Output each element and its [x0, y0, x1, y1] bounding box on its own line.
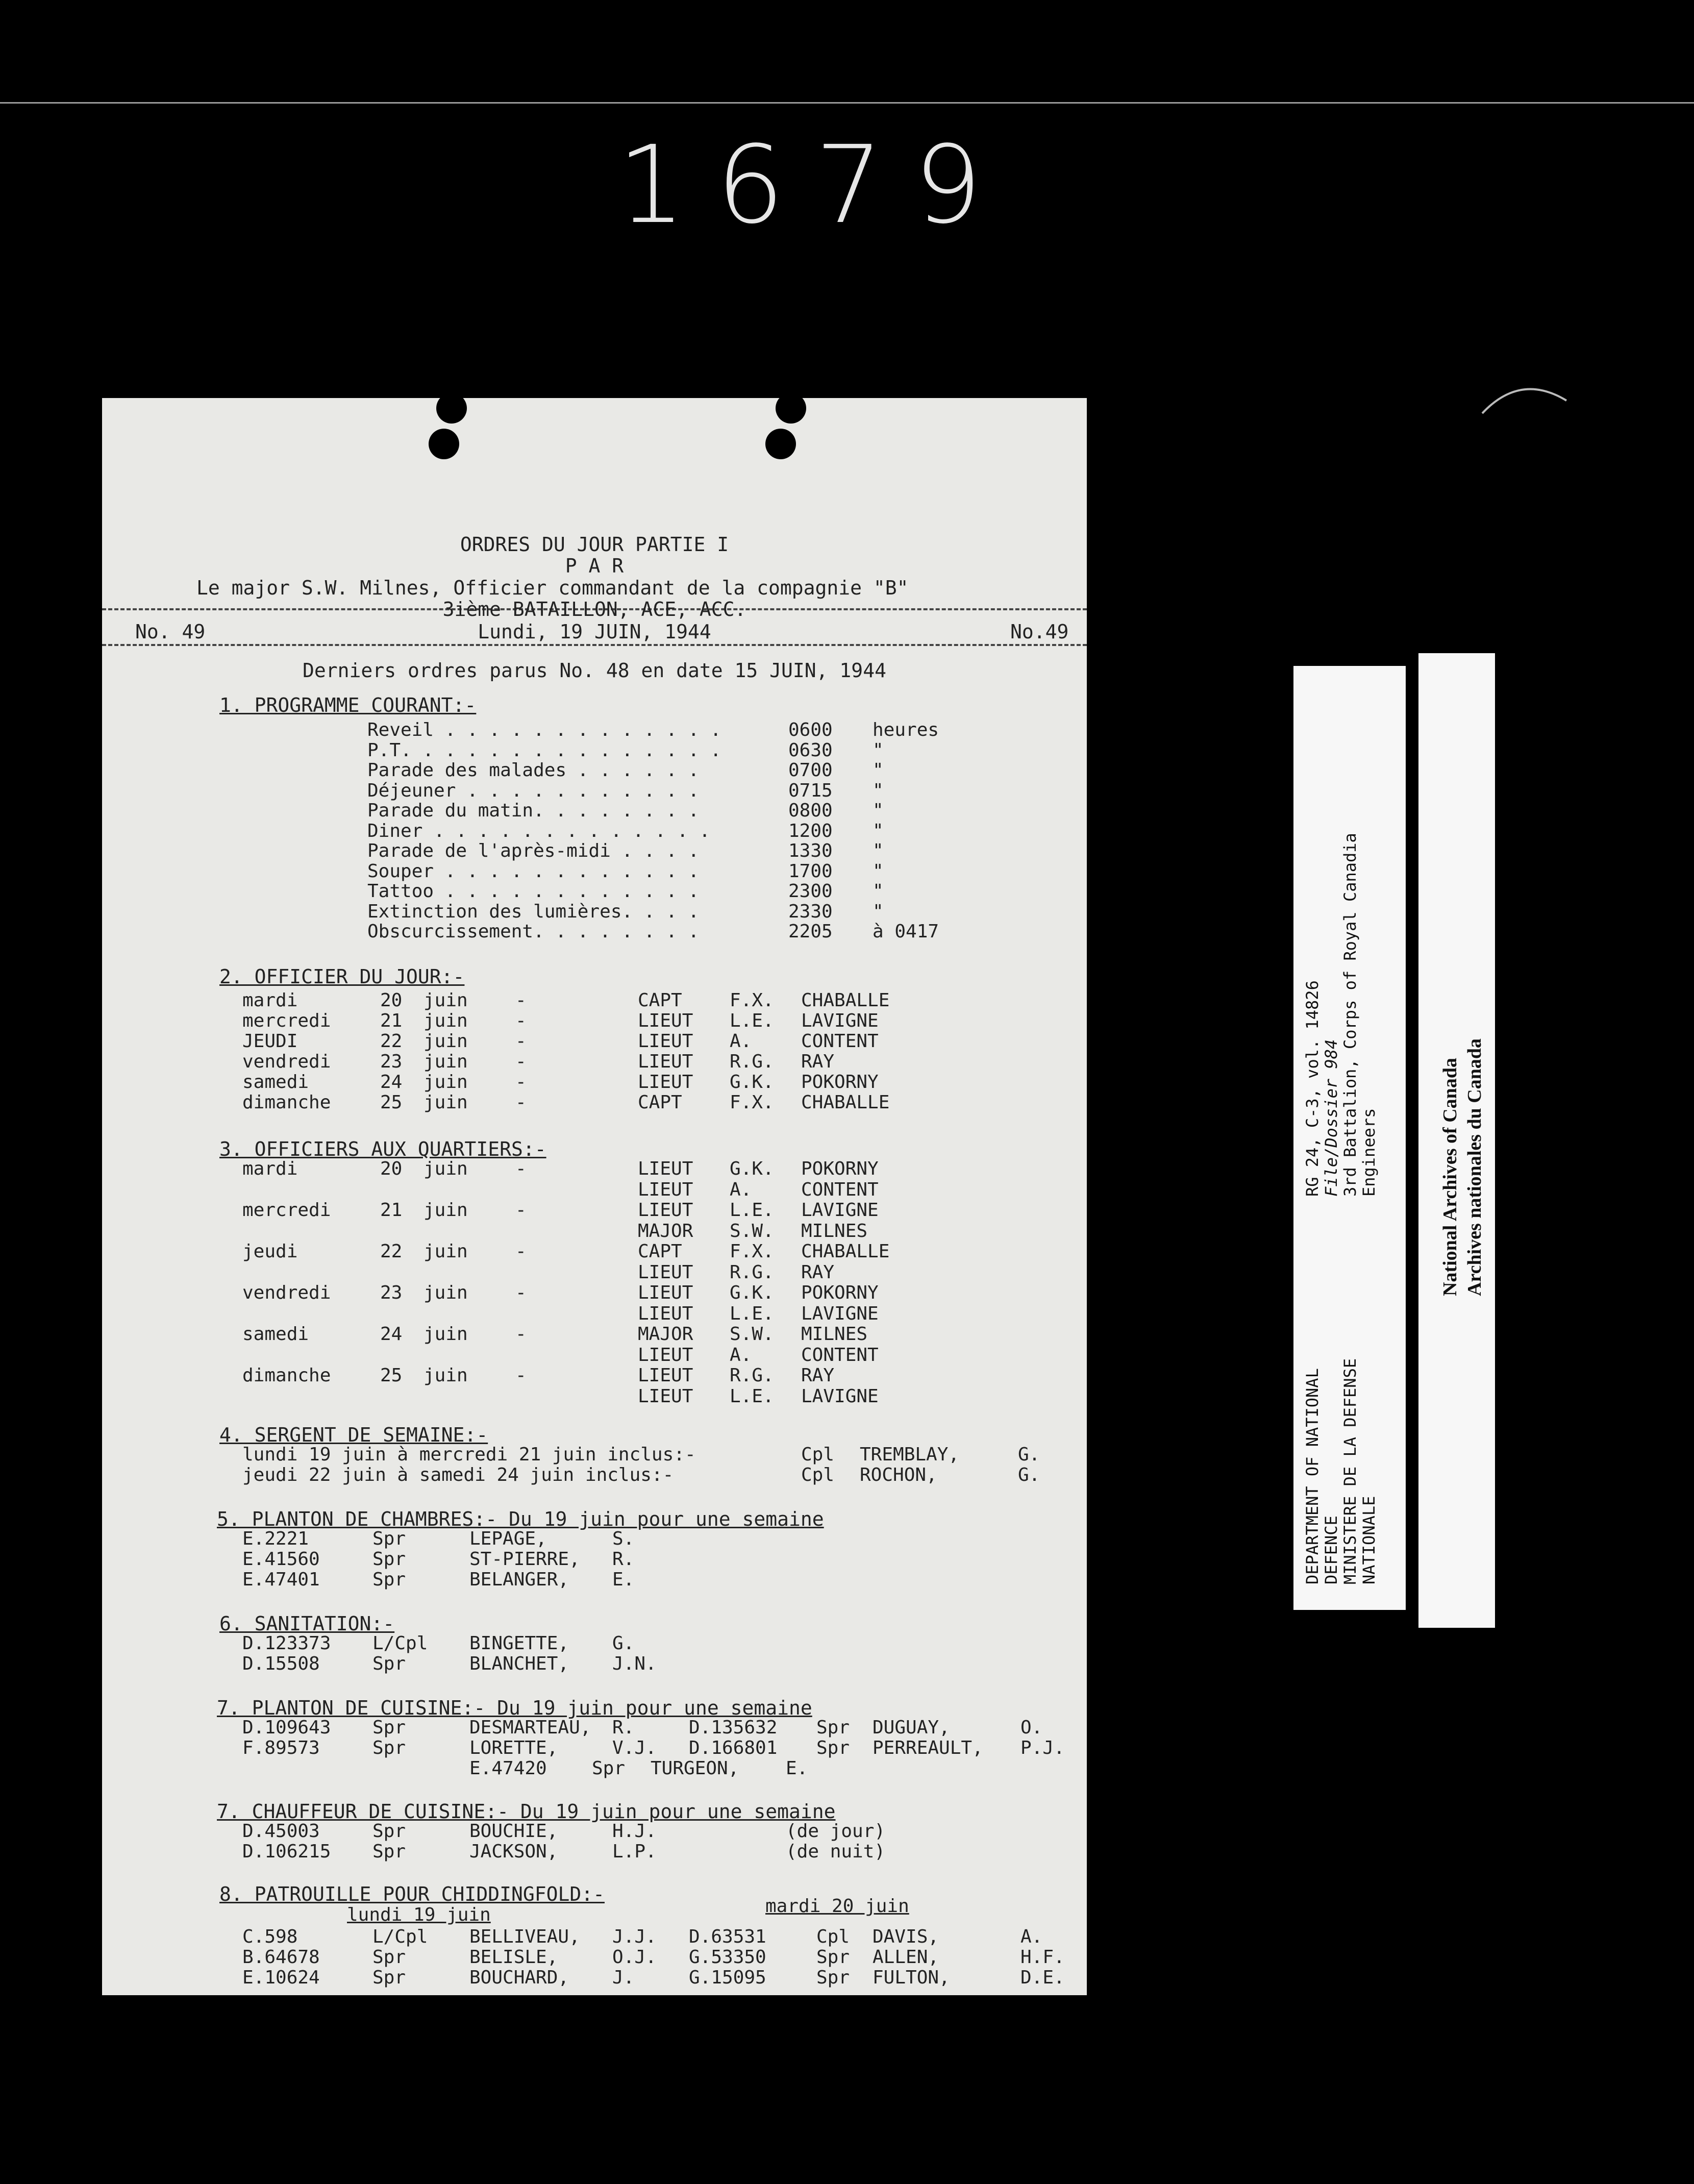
officer-rank: LIEUT: [638, 1261, 693, 1283]
officer-rank: LIEUT: [638, 1010, 693, 1031]
officer-name: MILNES: [801, 1324, 868, 1345]
rank: L/Cpl: [372, 1633, 428, 1654]
service-number: G.53350: [689, 1947, 766, 1968]
surname: BELLIVEAU,: [469, 1926, 580, 1947]
section-heading: 3. OFFICIERS AUX QUARTIERS:-: [219, 1138, 546, 1160]
officer-initials: A.: [730, 1179, 752, 1200]
schedule-label: Souper . . . . . . . . . . . .: [367, 860, 700, 882]
sergeant-name: ROCHON,: [860, 1465, 937, 1485]
document-page: [102, 398, 1087, 1995]
initials: J.N.: [612, 1653, 657, 1674]
officer-date: 21: [380, 1200, 403, 1221]
officer-name: LAVIGNE: [801, 1200, 879, 1221]
officer-name: RAY: [801, 1051, 835, 1072]
rank: Spr: [816, 1717, 850, 1738]
sergeant-rank: Cpl: [801, 1444, 835, 1465]
schedule-label: Extinction des lumières. . . .: [367, 901, 700, 922]
officer-initials: F.X.: [730, 1241, 774, 1262]
officer-day: samedi: [242, 1072, 309, 1093]
officer-month: juin: [424, 1158, 468, 1179]
officer-date: 25: [380, 1365, 403, 1386]
officer-initials: R.G.: [730, 1261, 774, 1283]
rank: Spr: [372, 1549, 406, 1570]
officer-date: 20: [380, 1158, 403, 1179]
rank: Spr: [372, 1569, 406, 1590]
archive-dept-3: MINISTERE DE LA DEFENSE: [1340, 1358, 1360, 1584]
schedule-label: Tattoo . . . . . . . . . . . .: [367, 881, 700, 902]
schedule-label: Diner . . . . . . . . . . . . .: [367, 820, 710, 841]
document-date: Lundi, 19 JUIN, 1944: [478, 621, 711, 643]
archive-unit-2: Engineers: [1359, 1108, 1379, 1197]
surname: BLANCHET,: [469, 1653, 569, 1674]
officer-initials: G.K.: [730, 1158, 774, 1179]
officer-name: CHABALLE: [801, 1241, 890, 1262]
surname: TURGEON,: [651, 1758, 739, 1779]
surname: JACKSON,: [469, 1841, 558, 1862]
schedule-unit: heures: [873, 719, 939, 740]
archive-dept-2: DEFENCE: [1322, 1516, 1341, 1584]
officer-rank: CAPT: [638, 1092, 682, 1113]
section-heading: 1. PROGRAMME COURANT:-: [219, 694, 477, 716]
officer-initials: L.E.: [730, 1385, 774, 1407]
archive-file: File/Dossier 984: [1322, 1039, 1341, 1197]
sergeant-initials: G.: [1018, 1465, 1040, 1485]
initials: J.: [612, 1967, 635, 1988]
surname: FULTON,: [873, 1967, 950, 1988]
schedule-unit: ": [873, 760, 884, 781]
officer-initials: L.E.: [730, 1303, 774, 1324]
surname: BOUCHIE,: [469, 1821, 558, 1842]
officer-name: MILNES: [801, 1220, 868, 1242]
schedule-unit: ": [873, 881, 884, 902]
surname: PERREAULT,: [873, 1738, 983, 1758]
schedule-time: 2205: [788, 921, 833, 942]
rank: L/Cpl: [372, 1926, 428, 1947]
officer-rank: LIEUT: [638, 1282, 693, 1303]
initials: J.J.: [612, 1926, 657, 1947]
officer-day: samedi: [242, 1324, 309, 1345]
punch-hole: [429, 429, 459, 459]
officer-dash: -: [515, 1365, 527, 1386]
surname: BELANGER,: [469, 1569, 569, 1590]
schedule-time: 0715: [788, 780, 833, 801]
officer-dash: -: [515, 1010, 527, 1031]
service-number: D.106215: [242, 1841, 331, 1862]
national-archives-tag: [1418, 653, 1495, 1628]
service-number: D.63531: [689, 1926, 766, 1947]
surname: BELISLE,: [469, 1947, 558, 1968]
rank: Spr: [372, 1717, 406, 1738]
rank: Cpl: [816, 1926, 850, 1947]
film-mark: [1480, 378, 1572, 418]
officer-rank: LIEUT: [638, 1200, 693, 1221]
schedule-unit: ": [873, 860, 884, 882]
initials: R.: [612, 1717, 635, 1738]
rank: Spr: [372, 1528, 406, 1549]
service-number: E.47401: [242, 1569, 320, 1590]
archive-dept-1: DEPARTMENT OF NATIONAL: [1303, 1368, 1322, 1584]
rank: Spr: [592, 1758, 626, 1779]
officer-date: 20: [380, 990, 403, 1011]
service-number: D.123373: [242, 1633, 331, 1654]
officer-name: POKORNY: [801, 1282, 879, 1303]
officer-month: juin: [424, 1200, 468, 1221]
officer-dash: -: [515, 1072, 527, 1093]
archive-unit-1: 3rd Battalion, Corps of Royal Canadia: [1340, 833, 1360, 1197]
officer-dash: -: [515, 1031, 527, 1052]
archive-dept-4: NATIONALE: [1359, 1496, 1379, 1584]
officer-month: juin: [424, 990, 468, 1011]
divider: [102, 644, 1087, 646]
service-number: E.10624: [242, 1967, 320, 1988]
initials: H.J.: [612, 1821, 657, 1842]
section-heading: 8. PATROUILLE POUR CHIDDINGFOLD:-: [219, 1883, 605, 1905]
officer-dash: -: [515, 1282, 527, 1303]
officer-rank: LIEUT: [638, 1365, 693, 1386]
officer-rank: MAJOR: [638, 1220, 693, 1242]
rank: Spr: [372, 1821, 406, 1842]
section-heading: 4. SERGENT DE SEMAINE:-: [219, 1424, 488, 1446]
officer-dash: -: [515, 1051, 527, 1072]
officer-rank: LIEUT: [638, 1072, 693, 1093]
nac-french: Archives nationales du Canada: [1464, 1038, 1485, 1296]
schedule-time: 1700: [788, 860, 833, 882]
patrol-date-left: lundi 19 juin: [347, 1904, 491, 1925]
punch-hole: [776, 398, 806, 424]
document-issuer: Le major S.W. Milnes, Officier commandant de la compagnie "B": [196, 577, 909, 599]
service-number: E.2221: [242, 1528, 309, 1549]
officer-name: CHABALLE: [801, 990, 890, 1011]
officer-name: CONTENT: [801, 1344, 879, 1366]
schedule-label: Obscurcissement. . . . . . . .: [367, 921, 700, 942]
officer-day: mardi: [242, 990, 298, 1011]
order-number-right: No.49: [1010, 621, 1069, 643]
punch-hole: [765, 429, 796, 459]
officer-day: mardi: [242, 1158, 298, 1179]
schedule-time: 0800: [788, 800, 833, 821]
officer-rank: LIEUT: [638, 1031, 693, 1052]
schedule-label: Parade de l'après-midi . . . .: [367, 840, 700, 861]
schedule-unit: ": [873, 840, 884, 861]
officer-initials: L.E.: [730, 1200, 774, 1221]
schedule-unit: ": [873, 780, 884, 801]
document-title: ORDRES DU JOUR PARTIE I: [460, 533, 729, 556]
initials: P.J.: [1020, 1738, 1065, 1758]
initials: E.: [786, 1758, 808, 1779]
section-heading: 2. OFFICIER DU JOUR:-: [219, 965, 465, 988]
officer-month: juin: [424, 1051, 468, 1072]
officer-dash: -: [515, 1200, 527, 1221]
officer-initials: A.: [730, 1344, 752, 1366]
officer-date: 23: [380, 1051, 403, 1072]
schedule-unit: ": [873, 901, 884, 922]
rank: Spr: [372, 1738, 406, 1758]
officer-month: juin: [424, 1241, 468, 1262]
officer-initials: S.W.: [730, 1220, 774, 1242]
service-number: E.47420: [469, 1758, 547, 1779]
officer-initials: A.: [730, 1031, 752, 1052]
officer-date: 23: [380, 1282, 403, 1303]
officer-dash: -: [515, 1158, 527, 1179]
officer-rank: CAPT: [638, 1241, 682, 1262]
initials: L.P.: [612, 1841, 657, 1862]
document-unit: 3ième BATAILLON, ACE, ACC.: [442, 598, 746, 621]
officer-day: mercredi: [242, 1200, 331, 1221]
order-number-left: No. 49: [135, 621, 206, 643]
schedule-time: 1200: [788, 820, 833, 841]
officer-rank: LIEUT: [638, 1158, 693, 1179]
service-number: F.89573: [242, 1738, 320, 1758]
schedule-label: Parade du matin. . . . . . . .: [367, 800, 700, 821]
rank: Spr: [816, 1967, 850, 1988]
shift-note: (de jour): [786, 1821, 886, 1842]
officer-day: vendredi: [242, 1282, 331, 1303]
schedule-time: 2330: [788, 901, 833, 922]
initials: G.: [612, 1633, 635, 1654]
schedule-time: 2300: [788, 881, 833, 902]
initials: D.E.: [1020, 1967, 1065, 1988]
officer-rank: LIEUT: [638, 1344, 693, 1366]
officer-day: jeudi: [242, 1241, 298, 1262]
officer-month: juin: [424, 1092, 468, 1113]
surname: BOUCHARD,: [469, 1967, 569, 1988]
nac-english: National Archives of Canada: [1439, 1058, 1461, 1296]
officer-initials: F.X.: [730, 1092, 774, 1113]
sergeant-period: jeudi 22 juin à samedi 24 juin inclus:-: [242, 1465, 674, 1485]
officer-name: LAVIGNE: [801, 1385, 879, 1407]
surname: DESMARTEAU,: [469, 1717, 591, 1738]
schedule-unit: ": [873, 800, 884, 821]
officer-rank: LIEUT: [638, 1051, 693, 1072]
officer-initials: L.E.: [730, 1010, 774, 1031]
patrol-date-right: mardi 20 juin: [765, 1896, 909, 1917]
officer-name: POKORNY: [801, 1158, 879, 1179]
service-number: G.15095: [689, 1967, 766, 1988]
sergeant-period: lundi 19 juin à mercredi 21 juin inclus:-: [242, 1444, 696, 1465]
officer-name: CONTENT: [801, 1031, 879, 1052]
officer-day: JEUDI: [242, 1031, 298, 1052]
service-number: E.41560: [242, 1549, 320, 1570]
officer-dash: -: [515, 1092, 527, 1113]
officer-day: mercredi: [242, 1010, 331, 1031]
section-heading: 7. PLANTON DE CUISINE:- Du 19 juin pour une semaine: [217, 1697, 812, 1719]
officer-dash: -: [515, 1324, 527, 1345]
initials: O.: [1020, 1717, 1043, 1738]
rank: Spr: [372, 1653, 406, 1674]
schedule-unit: à 0417: [873, 921, 939, 942]
officer-day: dimanche: [242, 1092, 331, 1113]
officer-name: RAY: [801, 1261, 835, 1283]
officer-month: juin: [424, 1324, 468, 1345]
initials: S.: [612, 1528, 635, 1549]
rank: Spr: [372, 1841, 406, 1862]
officer-date: 25: [380, 1092, 403, 1113]
officer-name: POKORNY: [801, 1072, 879, 1093]
officer-month: juin: [424, 1010, 468, 1031]
schedule-time: 0700: [788, 760, 833, 781]
officer-date: 24: [380, 1324, 403, 1345]
sergeant-initials: G.: [1018, 1444, 1040, 1465]
officer-rank: LIEUT: [638, 1385, 693, 1407]
sergeant-rank: Cpl: [801, 1465, 835, 1485]
officer-dash: -: [515, 1241, 527, 1262]
officer-date: 22: [380, 1241, 403, 1262]
officer-month: juin: [424, 1365, 468, 1386]
officer-month: juin: [424, 1031, 468, 1052]
officer-initials: G.K.: [730, 1072, 774, 1093]
surname: DAVIS,: [873, 1926, 939, 1947]
surname: DUGUAY,: [873, 1717, 950, 1738]
officer-name: CHABALLE: [801, 1092, 890, 1113]
schedule-label: P.T. . . . . . . . . . . . . . .: [367, 739, 721, 761]
surname: ALLEN,: [873, 1947, 939, 1968]
sergeant-name: TREMBLAY,: [860, 1444, 960, 1465]
schedule-label: Parade des malades . . . . . .: [367, 760, 700, 781]
officer-date: 22: [380, 1031, 403, 1052]
initials: E.: [612, 1569, 635, 1590]
rank: Spr: [816, 1738, 850, 1758]
officer-day: vendredi: [242, 1051, 331, 1072]
shift-note: (de nuit): [786, 1841, 886, 1862]
rank: Spr: [372, 1947, 406, 1968]
schedule-label: Reveil . . . . . . . . . . . . .: [367, 719, 721, 740]
officer-month: juin: [424, 1282, 468, 1303]
section-heading: 6. SANITATION:-: [219, 1612, 395, 1635]
rank: Spr: [372, 1967, 406, 1988]
officer-month: juin: [424, 1072, 468, 1093]
officer-initials: S.W.: [730, 1324, 774, 1345]
schedule-time: 1330: [788, 840, 833, 861]
officer-rank: LIEUT: [638, 1303, 693, 1324]
archive-ref: RG 24, C-3, vol. 14826: [1303, 980, 1322, 1197]
rank: Spr: [816, 1947, 850, 1968]
officer-dash: -: [515, 990, 527, 1011]
last-orders: Derniers ordres parus No. 48 en date 15 JUIN, 1944: [303, 659, 886, 682]
schedule-unit: ": [873, 820, 884, 841]
frame-number: 1679: [617, 122, 1013, 247]
schedule-label: Déjeuner . . . . . . . . . . .: [367, 780, 700, 801]
schedule-time: 0600: [788, 719, 833, 740]
service-number: D.135632: [689, 1717, 778, 1738]
section-heading: 5. PLANTON DE CHAMBRES:- Du 19 juin pour une semaine: [217, 1508, 824, 1530]
officer-initials: R.G.: [730, 1365, 774, 1386]
schedule-unit: ": [873, 739, 884, 761]
surname: LEPAGE,: [469, 1528, 547, 1549]
initials: A.: [1020, 1926, 1043, 1947]
schedule-time: 0630: [788, 739, 833, 761]
officer-initials: G.K.: [730, 1282, 774, 1303]
officer-date: 24: [380, 1072, 403, 1093]
initials: H.F.: [1020, 1947, 1065, 1968]
surname: LORETTE,: [469, 1738, 558, 1758]
service-number: B.64678: [242, 1947, 320, 1968]
initials: V.J.: [612, 1738, 657, 1758]
officer-name: LAVIGNE: [801, 1010, 879, 1031]
officer-name: LAVIGNE: [801, 1303, 879, 1324]
officer-name: RAY: [801, 1365, 835, 1386]
service-number: D.15508: [242, 1653, 320, 1674]
officer-day: dimanche: [242, 1365, 331, 1386]
section-heading: 7. CHAUFFEUR DE CUISINE:- Du 19 juin pour une semaine: [217, 1800, 836, 1823]
officer-name: CONTENT: [801, 1179, 879, 1200]
service-number: D.45003: [242, 1821, 320, 1842]
surname: BINGETTE,: [469, 1633, 569, 1654]
officer-rank: MAJOR: [638, 1324, 693, 1345]
officer-initials: R.G.: [730, 1051, 774, 1072]
surname: ST-PIERRE,: [469, 1549, 580, 1570]
punch-hole: [436, 398, 467, 424]
service-number: D.109643: [242, 1717, 331, 1738]
archive-reference-tag: [1293, 666, 1406, 1610]
officer-initials: F.X.: [730, 990, 774, 1011]
service-number: C.598: [242, 1926, 298, 1947]
document-par: P A R: [565, 555, 624, 577]
service-number: D.166801: [689, 1738, 778, 1758]
officer-rank: LIEUT: [638, 1179, 693, 1200]
officer-rank: CAPT: [638, 990, 682, 1011]
officer-date: 21: [380, 1010, 403, 1031]
initials: O.J.: [612, 1947, 657, 1968]
initials: R.: [612, 1549, 635, 1570]
film-top-rule: [0, 102, 1694, 104]
